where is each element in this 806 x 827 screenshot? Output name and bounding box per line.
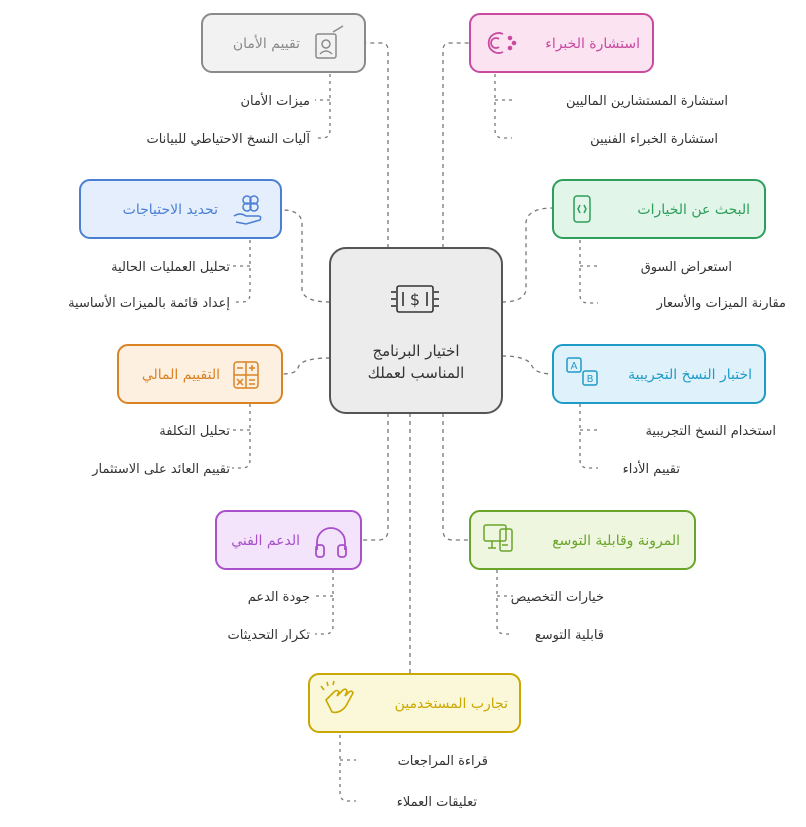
center-node (330, 248, 502, 413)
sub-item: خيارات التخصيص (510, 590, 604, 605)
branch-trials (553, 345, 776, 477)
connector-trials (502, 356, 553, 374)
sub-item: مقارنة الميزات والأسعار (656, 296, 786, 311)
branch-title: التقييم المالي (141, 367, 220, 383)
sub-item: تعليقات العملاء (396, 795, 477, 810)
branch-finance (91, 345, 282, 477)
branch-search (553, 180, 786, 311)
sub-item: ميزات الأمان (240, 94, 310, 109)
branch-experts (470, 14, 728, 147)
sub-item: آليات النسخ الاحتياطي للبيانات (146, 132, 310, 147)
connector-support (362, 413, 388, 540)
branch-security (146, 14, 365, 147)
sub-item: تقييم العائد على الاستثمار (92, 462, 230, 477)
sub-item: إعداد قائمة بالميزات الأساسية (68, 296, 230, 311)
branch-needs (68, 180, 281, 311)
svg-text:A: A (570, 361, 578, 372)
sub-item: استعراض السوق (640, 260, 732, 275)
branch-title: تحديد الاحتياجات (122, 202, 218, 218)
branch-scale (470, 511, 695, 643)
branch-title: تجارب المستخدمين (394, 696, 508, 712)
branch-title: المرونة وقابلية التوسع (552, 533, 680, 549)
branch-support (216, 511, 361, 643)
sub-item: جودة الدعم (247, 590, 310, 605)
connector-finance (282, 358, 330, 374)
branch-title: استشارة الخبراء (545, 36, 640, 52)
branch-title: الدعم الفني (231, 533, 300, 549)
sub-item: قابلية التوسع (534, 628, 604, 643)
connector-scale (443, 413, 470, 540)
svg-text:B: B (586, 374, 594, 385)
connector-experts (443, 43, 470, 248)
sub-item: تحليل التكلفة (159, 424, 230, 439)
sub-item: استشارة الخبراء الفنيين (590, 132, 718, 147)
branch-title: البحث عن الخيارات (637, 202, 750, 218)
sub-item: استخدام النسخ التجريبية (645, 424, 776, 439)
sub-item: تحليل العمليات الحالية (111, 260, 230, 275)
connector-needs (282, 210, 330, 302)
connector-security (366, 43, 388, 248)
center-title-line2: المناسب لعملك (367, 364, 465, 382)
connector-search (502, 208, 553, 302)
branch-title: اختبار النسخ التجريبية (628, 367, 752, 383)
sub-item: استشارة المستشارين الماليين (565, 94, 728, 109)
svg-text:$: $ (409, 290, 421, 309)
sub-item: قراءة المراجعات (397, 754, 488, 769)
sub-item: تكرار التحديثات (227, 628, 310, 643)
branch-title: تقييم الأمان (232, 36, 300, 52)
sub-item: تقييم الأداء (622, 462, 680, 477)
center-title-line1: اختيار البرنامج (372, 342, 460, 360)
